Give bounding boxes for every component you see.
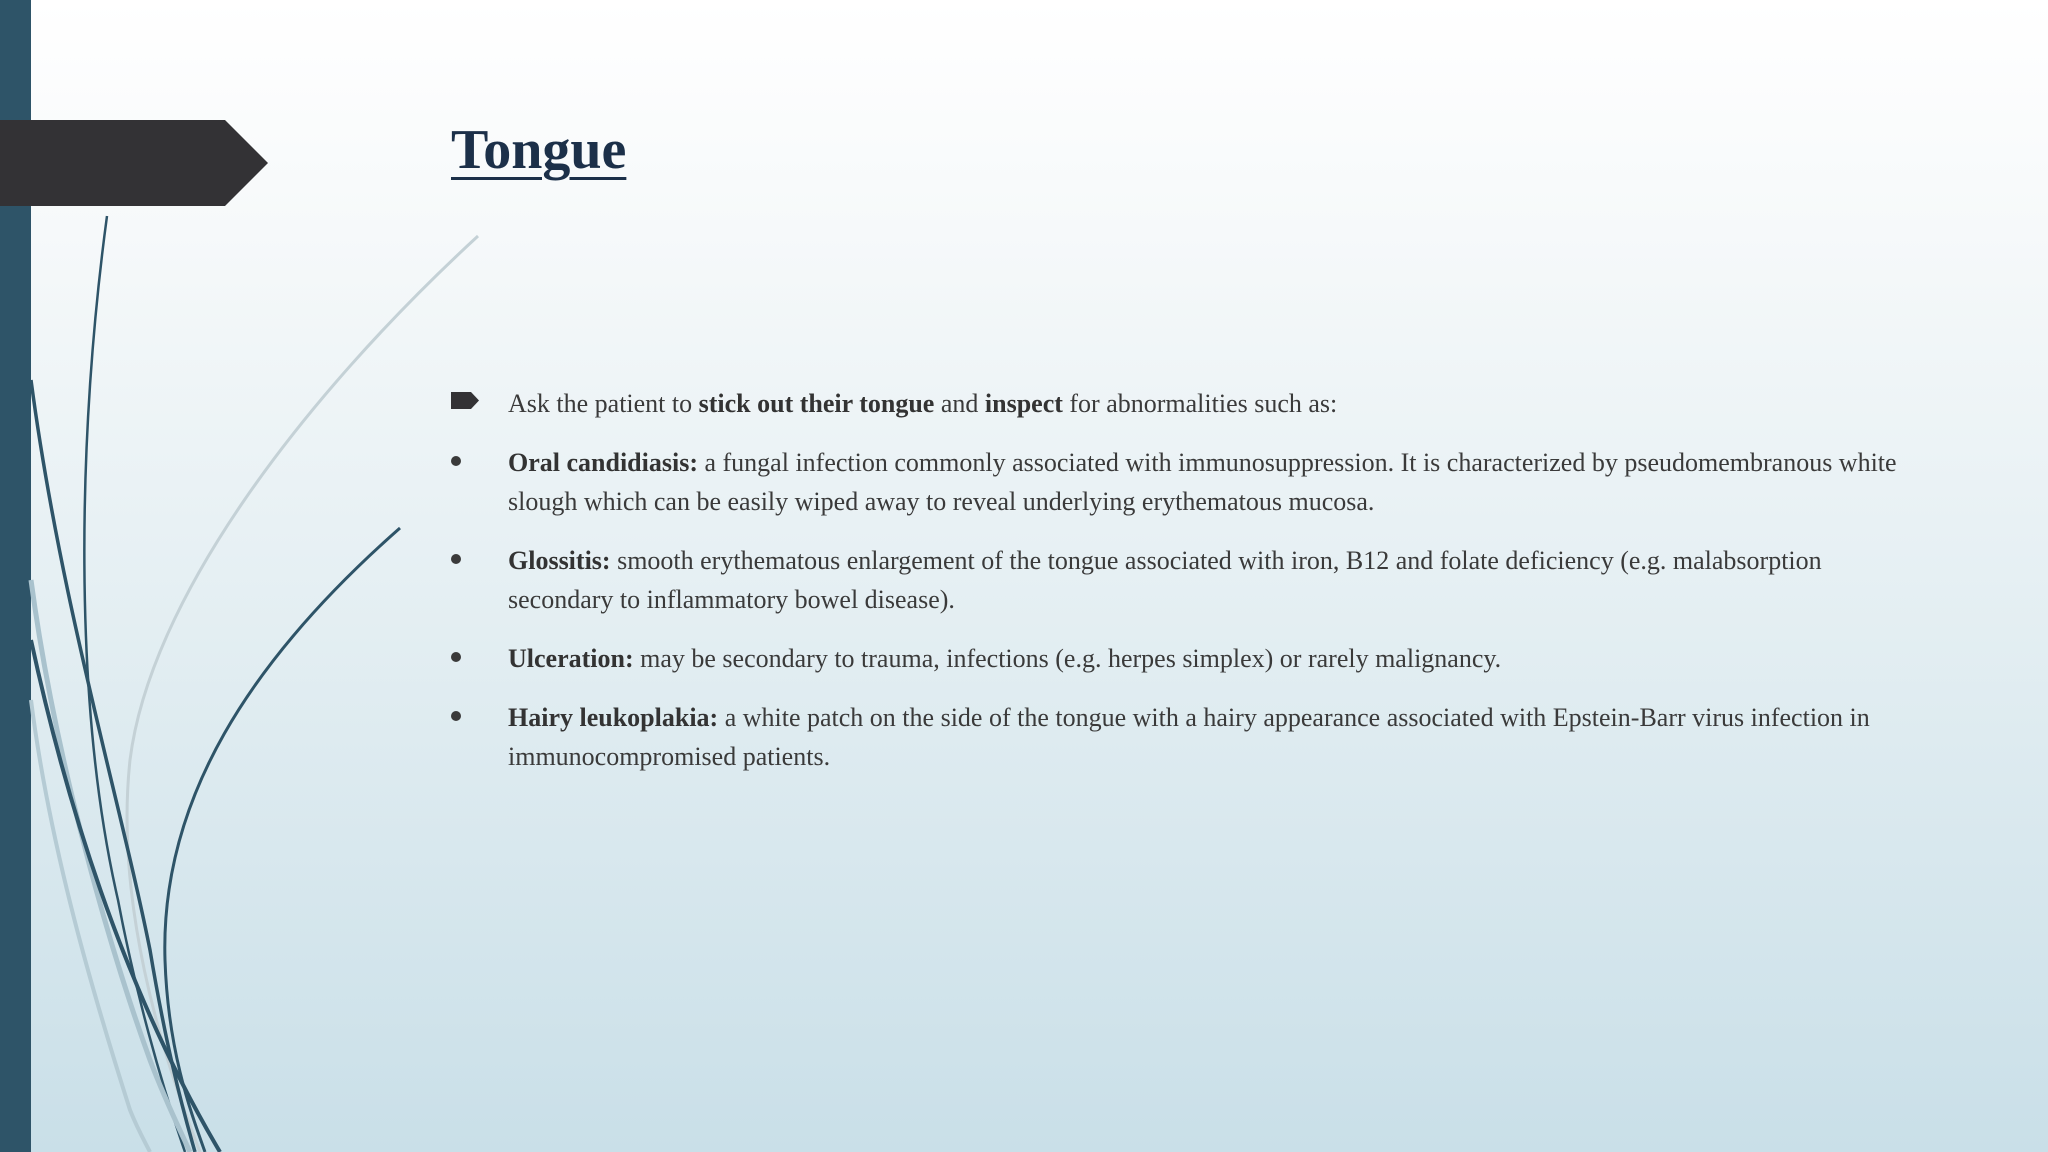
bullet-text: a white patch on the side of the tongue with a hairy appearance associated with Epstein-Barr virus infection in immunocompromised patients. bbox=[508, 703, 1870, 771]
bullet-text: may be secondary to trauma, infections (e.g. herpes simplex) or rarely malignancy. bbox=[633, 644, 1502, 673]
bullet-dot-icon bbox=[451, 711, 461, 721]
list-item bbox=[451, 443, 1921, 521]
bullet-dot-icon bbox=[451, 652, 461, 662]
intro-text-1: Ask the patient to bbox=[508, 389, 699, 418]
title-arrow-tab bbox=[0, 120, 268, 206]
intro-text-2: and bbox=[934, 389, 985, 418]
bullet-text: smooth erythematous enlargement of the tongue associated with iron, B12 and folate deficiency (e.g. malabsorption secondary to inflammatory bowel disease). bbox=[508, 546, 1822, 614]
slide-title: Tongue bbox=[451, 119, 627, 181]
list-item bbox=[451, 541, 1921, 619]
intro-line bbox=[451, 384, 1921, 423]
intro-text-3: for abnormalities such as: bbox=[1062, 389, 1338, 418]
slide-content bbox=[451, 384, 1921, 796]
bullet-dot-icon bbox=[451, 456, 461, 466]
bullet-term: Ulceration: bbox=[508, 644, 634, 673]
bullet-dot-icon bbox=[451, 554, 461, 564]
list-item bbox=[451, 698, 1921, 776]
bullet-term: Hairy leukoplakia: bbox=[508, 703, 719, 732]
list-item bbox=[451, 639, 1921, 678]
intro-emphasis-1: stick out their tongue bbox=[698, 389, 935, 418]
bullet-term: Glossitis: bbox=[508, 546, 611, 575]
intro-emphasis-2: inspect bbox=[984, 389, 1063, 418]
arrow-flag-icon bbox=[451, 384, 491, 423]
bullet-term: Oral candidiasis: bbox=[508, 448, 698, 477]
bullet-text: a fungal infection commonly associated with immunosuppression. It is characterized by pseudomembranous white slough which can be easily wiped away to reveal underlying erythematous mucosa. bbox=[508, 448, 1897, 516]
